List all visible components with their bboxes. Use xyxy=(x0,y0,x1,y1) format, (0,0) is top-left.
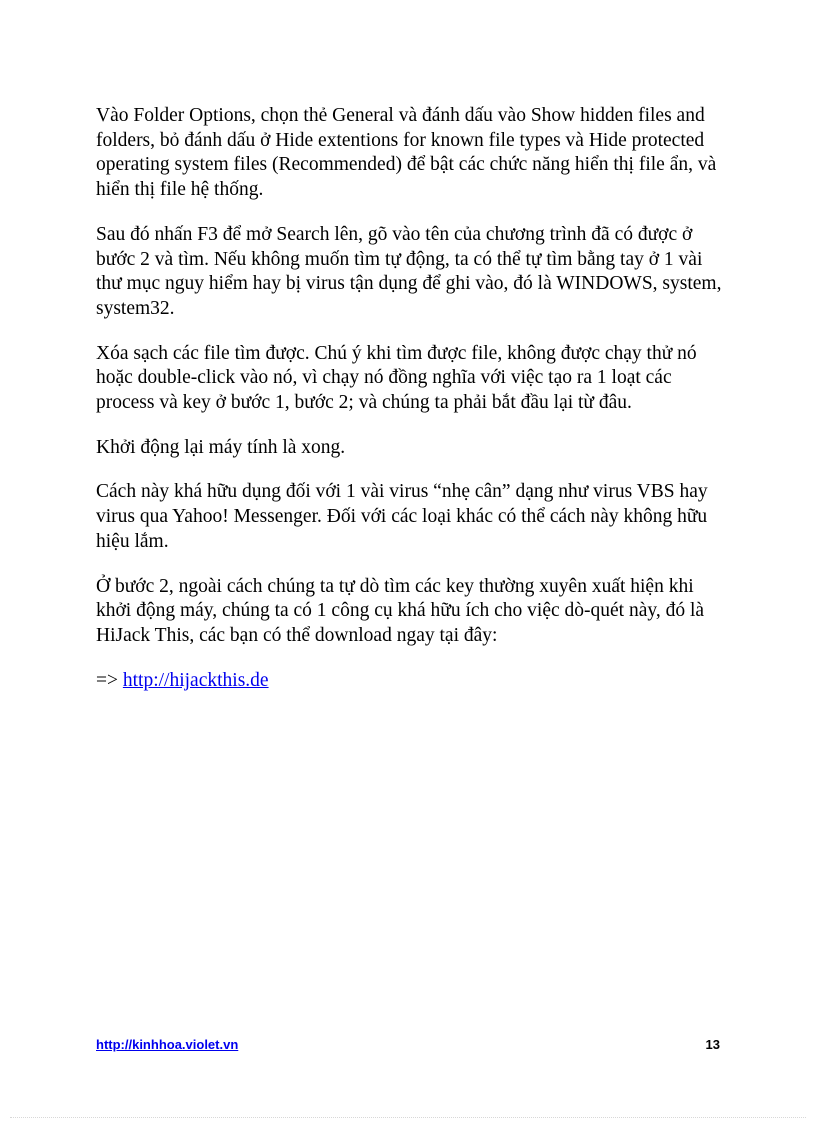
arrow-prefix: => xyxy=(96,669,123,691)
paragraph-delete-files: Xóa sạch các file tìm được. Chú ý khi tìm được file, không được chạy thử nó hoặc double-click vào nó, vì chạy nó đồng nghĩa với việc tạo ra 1 loạt các process và key ở bước 1, bước 2; và chúng ta phải bắt đầu lại từ đâu. xyxy=(96,342,697,414)
paragraph-usefulness: Cách này khá hữu dụng đối với 1 vài virus “nhẹ cân” dạng như virus VBS hay virus qua Yahoo! Messenger. Đối với các loại khác có thể cách này không hữu hiệu lắm. xyxy=(96,481,708,552)
page-footer xyxy=(96,1037,720,1057)
paragraph-restart: Khởi động lại máy tính là xong. xyxy=(96,436,346,458)
page-body xyxy=(96,104,722,713)
paragraph-folder-options: Vào Folder Options, chọn thẻ General và đánh dấu vào Show hidden files and folders, bỏ đánh dấu ở Hide extentions for known file types và Hide protected operating system files (Recommended) để bật các chức năng hiển thị file ẩn, và hiển thị file hệ thống. xyxy=(96,105,717,201)
link-line xyxy=(96,669,722,694)
paragraph-search: Sau đó nhấn F3 để mở Search lên, gõ vào tên của chương trình đã có được ở bước 2 và tìm. Nếu không muốn tìm tự động, ta có thể tự tìm bằng tay ở 1 vài thư mục nguy hiểm hay bị virus tận dụng để ghi vào, đó là WINDOWS, system, system32. xyxy=(96,223,722,319)
footer-url-link[interactable]: http://kinhhoa.violet.vn xyxy=(96,1037,239,1052)
page-bottom-border xyxy=(10,1117,806,1118)
paragraph-hijackthis: Ở bước 2, ngoài cách chúng ta tự dò tìm các key thường xuyên xuất hiện khi khởi động máy, chúng ta có 1 công cụ khá hữu ích cho việc dò-quét này, đó là HiJack This, các bạn có thể download ngay tại đây: xyxy=(96,575,705,646)
hijackthis-link[interactable]: http://hijackthis.de xyxy=(122,669,269,691)
page-number: 13 xyxy=(705,1037,720,1052)
